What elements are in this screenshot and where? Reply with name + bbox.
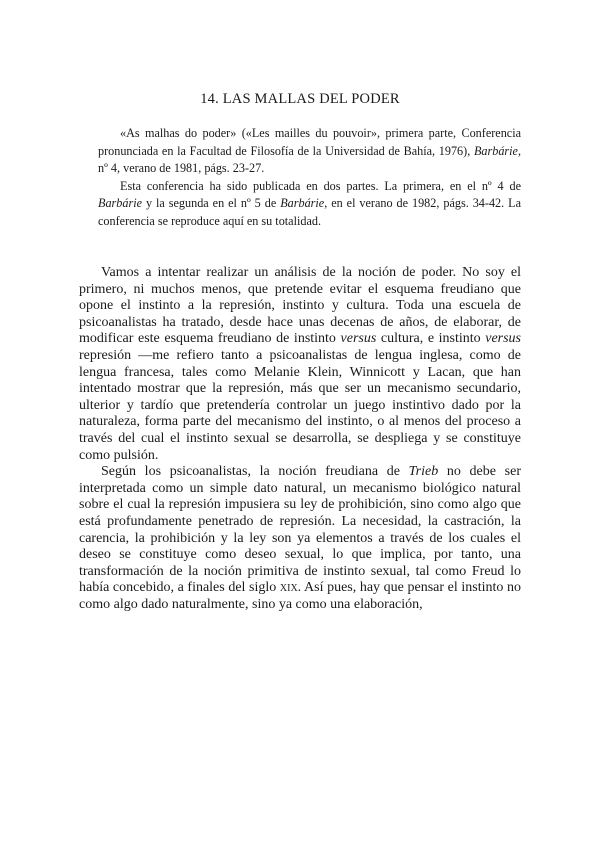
body-paragraph-2 xyxy=(79,464,521,613)
chapter-title: 14. LAS MALLAS DEL PODER xyxy=(200,91,400,107)
body-text-run: . Así pues, hay que pensar el instinto no como algo dado naturalmente, sino ya como una elaboración, xyxy=(79,580,521,612)
italic-term: Trieb xyxy=(408,464,439,480)
body-text-run: no debe ser interpretada como un simple dato natural, un mecanismo biológico natural sobre el cual la represión impusiera su ley de prohibición, sino como algo que está profundamente penetrado de represión. La necesidad, la castración, la carencia, la prohibición y la ley son ya elementos a través de los cuales el deseo se constituye como deseo sexual, lo que implica, por tanto, una transformación de la noción primitiva de instinto sexual, tal como Freud lo había concebido, a finales del siglo xyxy=(79,464,521,596)
source-note xyxy=(98,125,521,230)
journal-title: Barbárie xyxy=(473,143,518,158)
journal-title: Barbárie xyxy=(280,196,325,210)
body-text-run: Vamos a intentar realizar un análisis de la noción de poder. No soy el primero, ni muchos menos, que pretende evitar el esquema freudiano que opone el instinto a la represión, instinto y cultura. Toda una escuela de psicoanalistas ha tratado, desde hace unas decenas de años, de elaborar, de modificar este esquema freudiano de instinto xyxy=(79,265,521,347)
source-note-text: , en el verano de 1982, págs. 34-42. La conferencia se reproduce aquí en su totalidad. xyxy=(98,196,521,228)
body-text-run: Según los psicoanalistas, la noción freudiana de xyxy=(101,464,409,480)
source-note-text: Esta conferencia ha sido publicada en dos partes. La primera, en el nº 4 de xyxy=(120,178,521,193)
body-text-run: cultura, e instinto xyxy=(376,331,486,347)
source-note-text: «As malhas do poder» («Les mailles du pouvoir», primera parte, Conferencia pronunciada en la Facultad de Filosofía de la Universidad de Bahía, 1976), xyxy=(98,126,521,158)
source-note-paragraph-1 xyxy=(98,125,521,178)
body-text xyxy=(79,265,521,613)
source-note-text: y la segunda en el nº 5 de xyxy=(142,196,281,210)
body-text-run: represión —me refiero tanto a psicoanalistas de lengua inglesa, como de lengua francesa, tales como Melanie Klein, Winnicott y Lacan, que han intentado mostrar que la represión, más que ser un mecanismo secundario, ulterior y tardío que pretendería controlar un juego instintivo dado por la naturaleza, forma parte del mecanismo del instinto, o al menos del proceso a través del cual el instinto sexual se desarrolla, se despliega y se constituye como pulsión. xyxy=(79,347,521,463)
body-paragraph-1 xyxy=(79,265,521,464)
italic-term: versus xyxy=(340,331,377,347)
italic-term: versus xyxy=(485,331,522,347)
journal-title: Barbárie xyxy=(98,196,143,210)
century-numeral: xix xyxy=(279,580,298,596)
source-note-paragraph-2 xyxy=(98,178,521,231)
source-note-text: , nº 4, verano de 1981, págs. 23-27. xyxy=(98,143,521,175)
